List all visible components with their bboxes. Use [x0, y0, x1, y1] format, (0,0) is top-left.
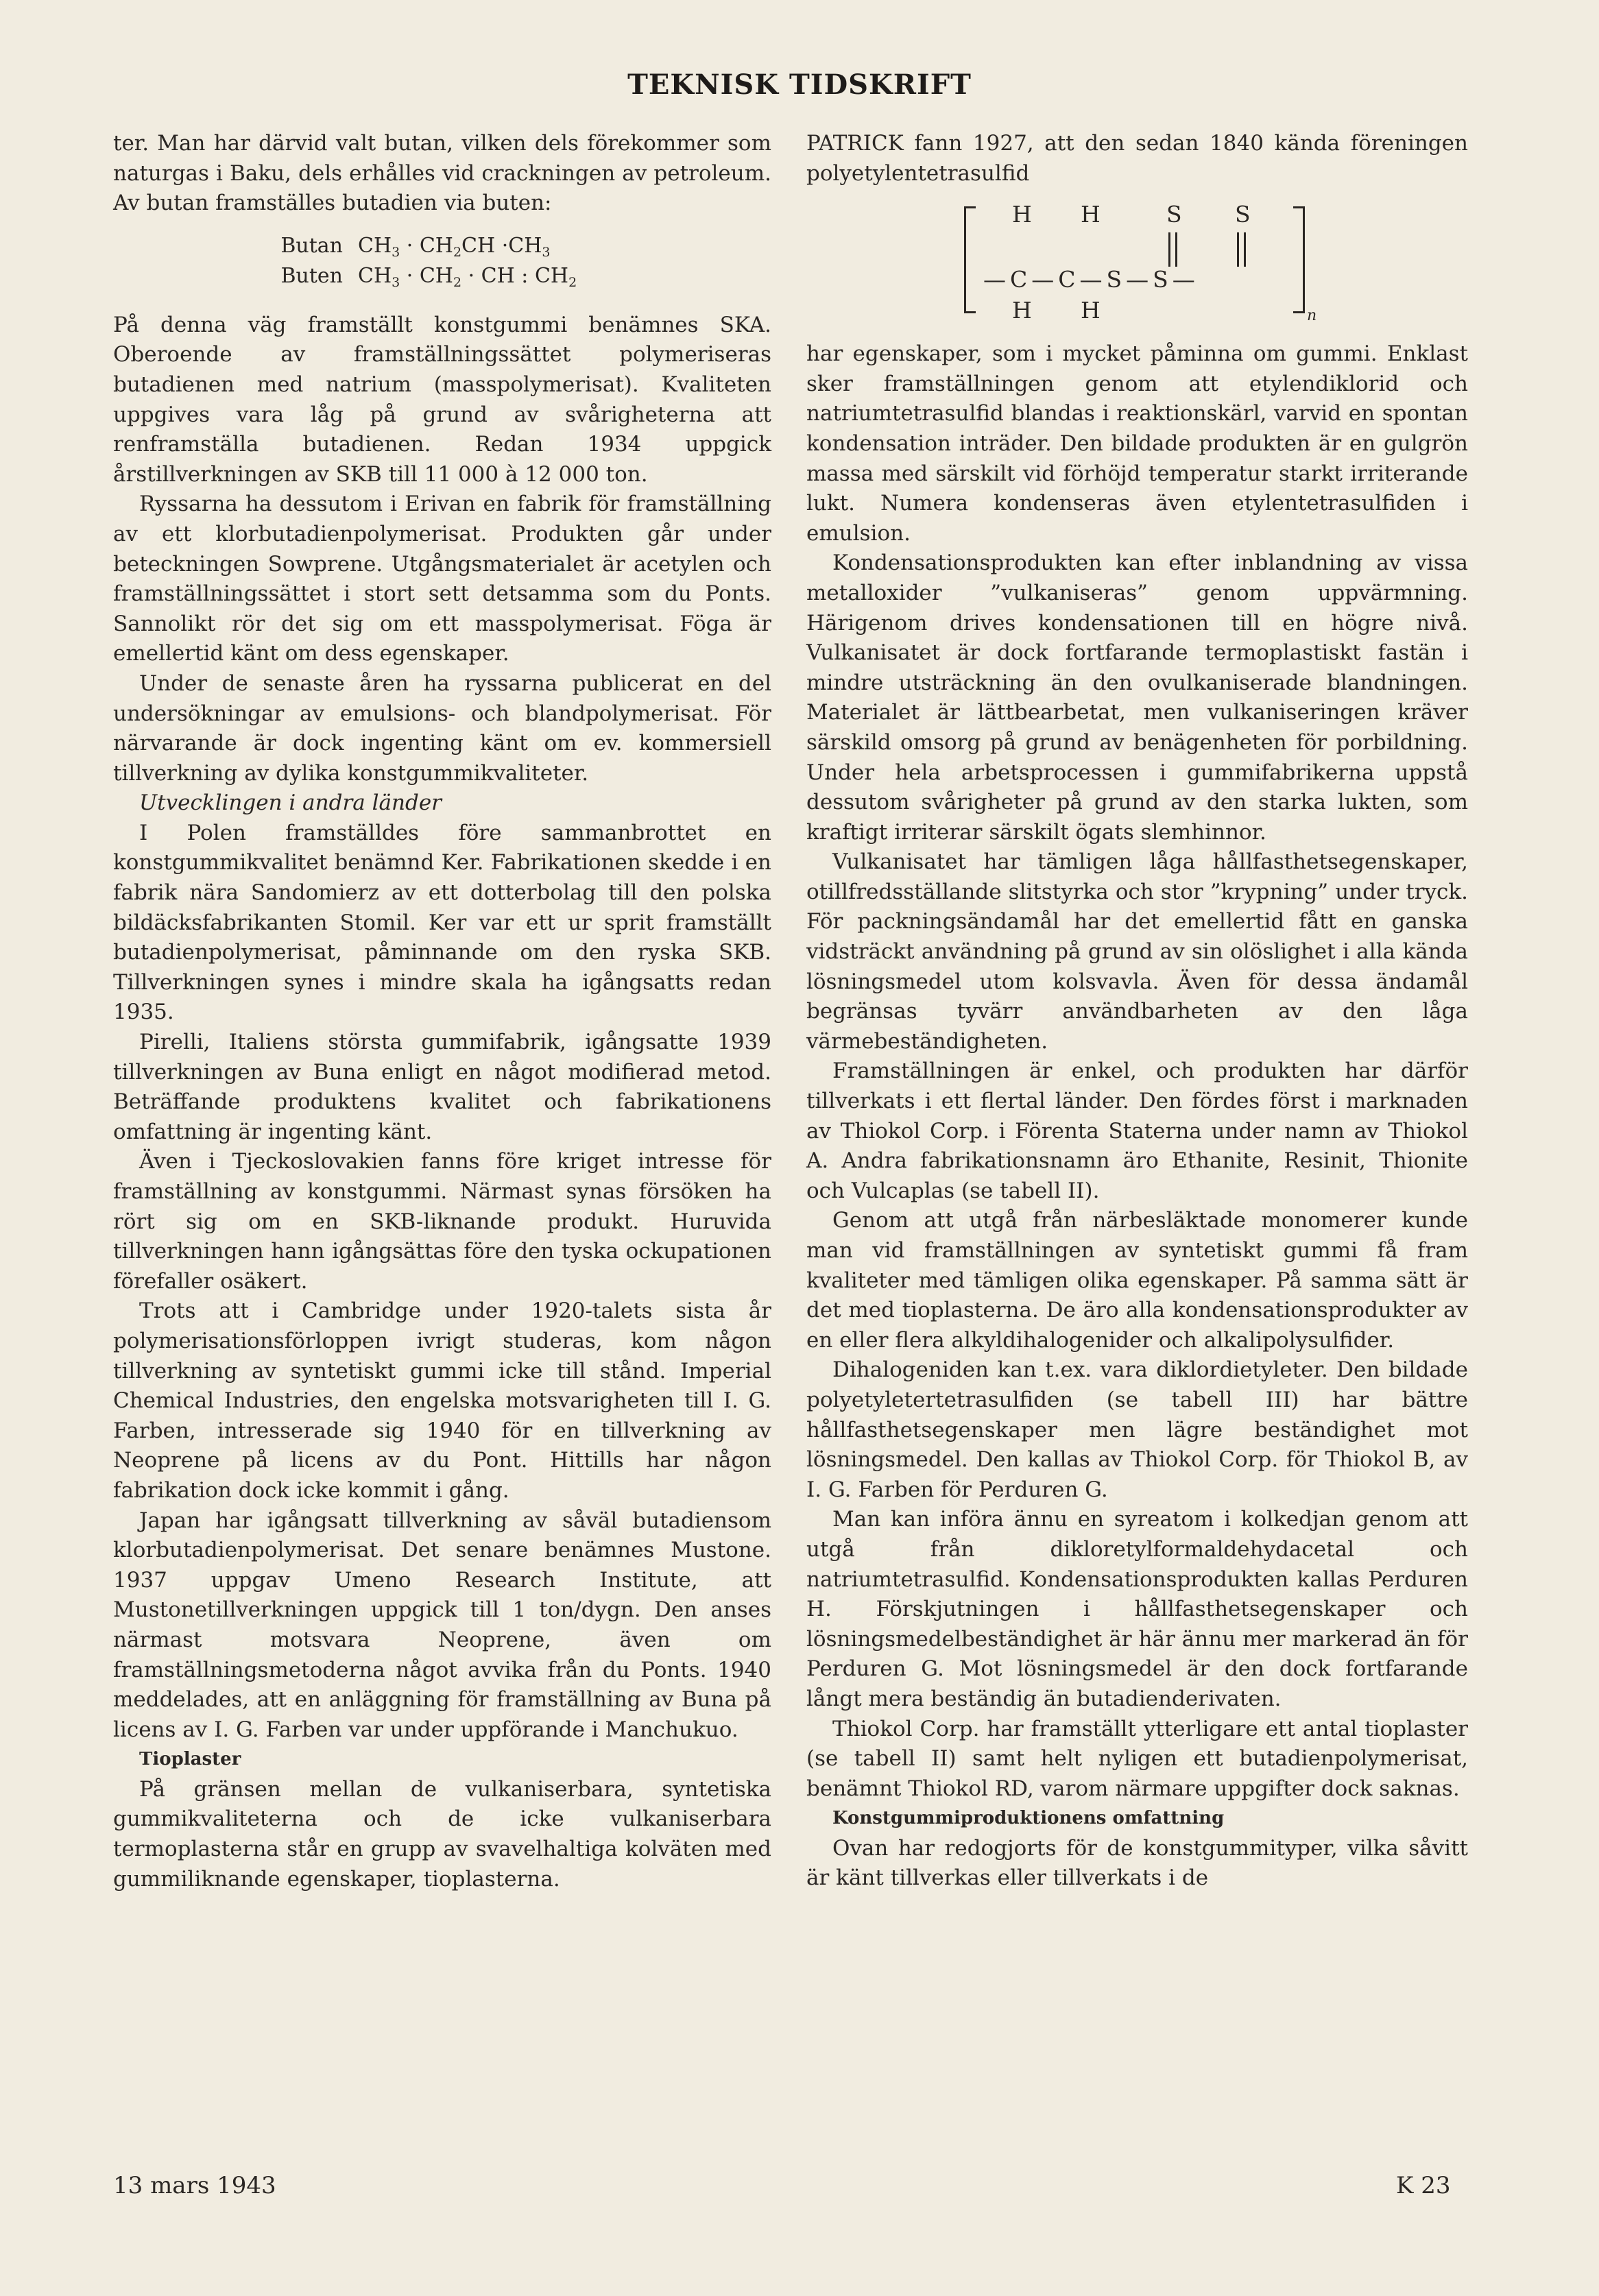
- paragraph: Kondensationsprodukten kan efter inblandning av vissa metalloxider ”vulkaniseras” genom uppvärmning. Härigenom drives kondensationen till en högre nivå. Vulkanisatet är dock fortfarande termoplastiskt fastän i mindre utsträckning än den ovulkaniserade blandningen. Materialet är lättbearbetat, men vulkaniseringen kräver särskild omsorg på grund av benägenheten för porbildning. Under hela arbetsprocessen i gummifabrikerna uppstå dessutom svårigheter på grund av den starka lukten, som kraftigt irriterar särskilt ögats slemhinnor.: [806, 551, 1468, 845]
- paragraph: På denna väg framställt konstgummi benämnes SKA. Oberoende av framställningssättet polymeriseras butadienen med natrium (masspolymerisat). Kvaliteten uppgives vara låg på grund av svårigheterna att renframställa butadienen. Redan 1934 uppgick årstillverkningen av SKB till 11 000 à 12 000 ton.: [113, 312, 771, 487]
- paragraph: Ovan har redogjorts för de konstgummityper, vilka såvitt är känt tillverkas eller tillverkats i de: [806, 1835, 1468, 1891]
- paragraph: har egenskaper, som i mycket påminna om gummi. Enklast sker framställningen genom att etylendiklorid och natriumtetrasulfid blandas i reaktionskärl, varvid en spontan kondensation inträder. Den bildade produkten är en gulgrön massa med särskilt vid förhöjd temperatur starkt irriterande lukt. Numera kondenseras även etylentetrasulfiden i emulsion.: [806, 341, 1468, 546]
- formula-label: Butan: [280, 233, 343, 258]
- formula-buten: [113, 261, 771, 291]
- double-bond-line: [1175, 232, 1177, 267]
- paragraph: Man kan införa ännu en syreatom i kolkedjan genom att utgå från dikloretylformaldehydacetal och natriumtetrasulfid. Kondensationsprodukten kallas Perduren H. Förskjutningen i hållfasthetsegenskaper och lösningsmedelbeständighet är här ännu mer markerad än för Perduren G. Mot lösningsmedel är den dock fortfarande långt mera beständig än butadienderivaten.: [806, 1507, 1468, 1711]
- atom-label: H: [1081, 297, 1101, 324]
- paragraph: Trots att i Cambridge under 1920-talets sista år polymerisationsförloppen ivrigt studeras, kom någon tillverkning av syntetiskt gummi icke till stånd. Imperial Chemical Industries, den engelska motsvarigheten till I. G. Farben, intresserade sig 1940 för en tillverkning av Neoprene på licens av du Pont. Hittills har någon fabrikation dock icke kommit i gång.: [113, 1298, 771, 1503]
- double-bond-line: [1168, 232, 1170, 267]
- formula-butan: [113, 231, 771, 261]
- paragraph: PATRICK fann 1927, att den sedan 1840 kända föreningen polyetylentetrasulfid: [806, 131, 1468, 186]
- subscript-n: n: [1307, 307, 1317, 325]
- double-bond-line: [1244, 232, 1246, 267]
- formula-label: Buten: [280, 263, 343, 288]
- paragraph: Pirelli, Italiens största gummifabrik, igångsatte 1939 tillverkningen av Buna enligt en något modifierad metod. Beträffande produktens kvalitet och fabrikationens omfattning är ingenting känt.: [113, 1030, 771, 1144]
- paragraph: ter. Man har därvid valt butan, vilken dels förekommer som naturgas i Baku, dels erhålles vid crackningen av petroleum. Av butan framställes butadien via buten:: [113, 131, 771, 216]
- paragraph: Genom att utgå från närbesläktade monomerer kunde man vid framställningen av syntetiskt gummi få fram kvaliteter med tämligen olika egenskaper. På samma sätt är det med tioplasterna. De äro alla kondensationsprodukter av en eller flera alkyldihalogenider och alkalipolysulfider.: [806, 1208, 1468, 1353]
- footer-date: 13 mars 1943: [113, 2172, 276, 2199]
- paragraph: Thiokol Corp. har framställt ytterligare ett antal tioplaster (se tabell II) samt helt nyligen ett butadienpolymerisat, benämnt Thiokol RD, varom närmare uppgifter dock saknas.: [806, 1716, 1468, 1801]
- paragraph: På gränsen mellan de vulkaniserbara, syntetiska gummikvaliteterna och de icke vulkaniserbara termoplasterna står en grupp av svavelhaltiga kolväten med gummiliknande egenskaper, tioplasterna.: [113, 1776, 771, 1892]
- right-column: [806, 129, 1468, 1894]
- atom-label: H: [1081, 201, 1101, 228]
- atom-label: S: [1166, 201, 1182, 228]
- left-column: [113, 129, 771, 1894]
- atom-label: S: [1235, 201, 1251, 228]
- atom-label: H: [1012, 201, 1032, 228]
- double-bond-line: [1237, 232, 1239, 267]
- paragraph: Under de senaste åren ha ryssarna publicerat en del undersökningar av emulsions- och blandpolymerisat. För närvarande är dock ingenting känt om ev. kommersiell tillverkning av dylika konstgummikvaliteter.: [113, 670, 771, 786]
- section-heading: Tioplaster: [139, 1749, 241, 1770]
- paragraph: Även i Tjeckoslovakien fanns före kriget intresse för framställning av konstgummi. Närmast synas försöken ha rört sig om en SKB-liknande produkt. Huruvida tillverkningen hann igångsättas före den tyska ockupationen förefaller osäkert.: [113, 1149, 771, 1294]
- chain-text: —C—C—S—S—: [983, 266, 1199, 293]
- structural-formula: [964, 200, 1321, 330]
- masthead: TEKNISK TIDSKRIFT: [627, 69, 972, 101]
- formula-text: $CH_3 \cdot CH_2$ · CH : $CH_2$: [358, 263, 577, 290]
- paragraph: Japan har igångsatt tillverkning av såväl butadiensom klorbutadienpolymerisat. Det senare benämnes Mustone. 1937 uppgav Umeno Research Institute, att Mustonetillverkningen uppgick till 1 ton/dygn. Den anses närmast motsvara Neoprene, även om framställningsmetoderna något avvika från du Ponts. 1940 meddelades, att en anläggning för framställning av Buna på licens av I. G. Farben var under uppförande i Manchukuo.: [113, 1508, 771, 1742]
- section-heading: Utvecklingen i andra länder: [139, 790, 442, 816]
- formula-text: $CH_3 \cdot CH_2CH \cdot CH_3$: [358, 233, 551, 260]
- paragraph: I Polen framställdes före sammanbrottet en konstgummikvalitet benämnd Ker. Fabrikationen skedde i en fabrik nära Sandomierz av ett dotterbolag till den polska bildäcksfabrikanten Stomil. Ker var ett ur sprit framställt butadienpolymerisat, påminnande om den ryska SKB. Tillverkningen synes i mindre skala ha igångsatts redan 1935.: [113, 820, 771, 1025]
- paragraph: Ryssarna ha dessutom i Erivan en fabrik för framställning av ett klorbutadienpolymerisat. Produkten går under beteckningen Sowprene. Utgångsmaterialet är acetylen och framställningssättet i stort sett detsamma som du Ponts. Sannolikt rör det sig om ett masspolymerisat. Föga är emellertid känt om dess egenskaper.: [113, 492, 771, 666]
- formula-block: [113, 231, 771, 291]
- paragraph: Vulkanisatet har tämligen låga hållfasthetsegenskaper, otillfredsställande slitstyrka och stor ”krypning” under tryck. För packningsändamål har det emellertid fått en ganska vidsträckt användning på grund av sin olöslighet i alla kända lösningsmedel utom kolsvavla. Även för dessa ändamål begränsas tyvärr användbarheten av den låga värmebeständigheten.: [806, 849, 1468, 1054]
- paragraph: Framställningen är enkel, och produkten har därför tillverkats i ett flertal länder. Den fördes först i marknaden av Thiokol Corp. i Förenta Staterna under namn av Thiokol A. Andra fabrikationsnamn äro Ethanite, Resinit, Thionite och Vulcaplas (se tabell II).: [806, 1059, 1468, 1203]
- paragraph: Dihalogeniden kan t.ex. vara diklordietyleter. Den bildade polyetyletertetrasulfiden (se tabell III) har bättre hållfasthetsegenskaper men lägre beständighet mot lösningsmedel. Den kallas av Thiokol Corp. för Thiokol B, av I. G. Farben för Perduren G.: [806, 1357, 1468, 1502]
- atom-label: H: [1012, 297, 1032, 324]
- page-number: K 23: [1396, 2172, 1451, 2199]
- bracket-right: [1293, 206, 1305, 313]
- bracket-left: [964, 206, 976, 313]
- section-heading: Konstgummiproduktionens omfattning: [832, 1808, 1225, 1829]
